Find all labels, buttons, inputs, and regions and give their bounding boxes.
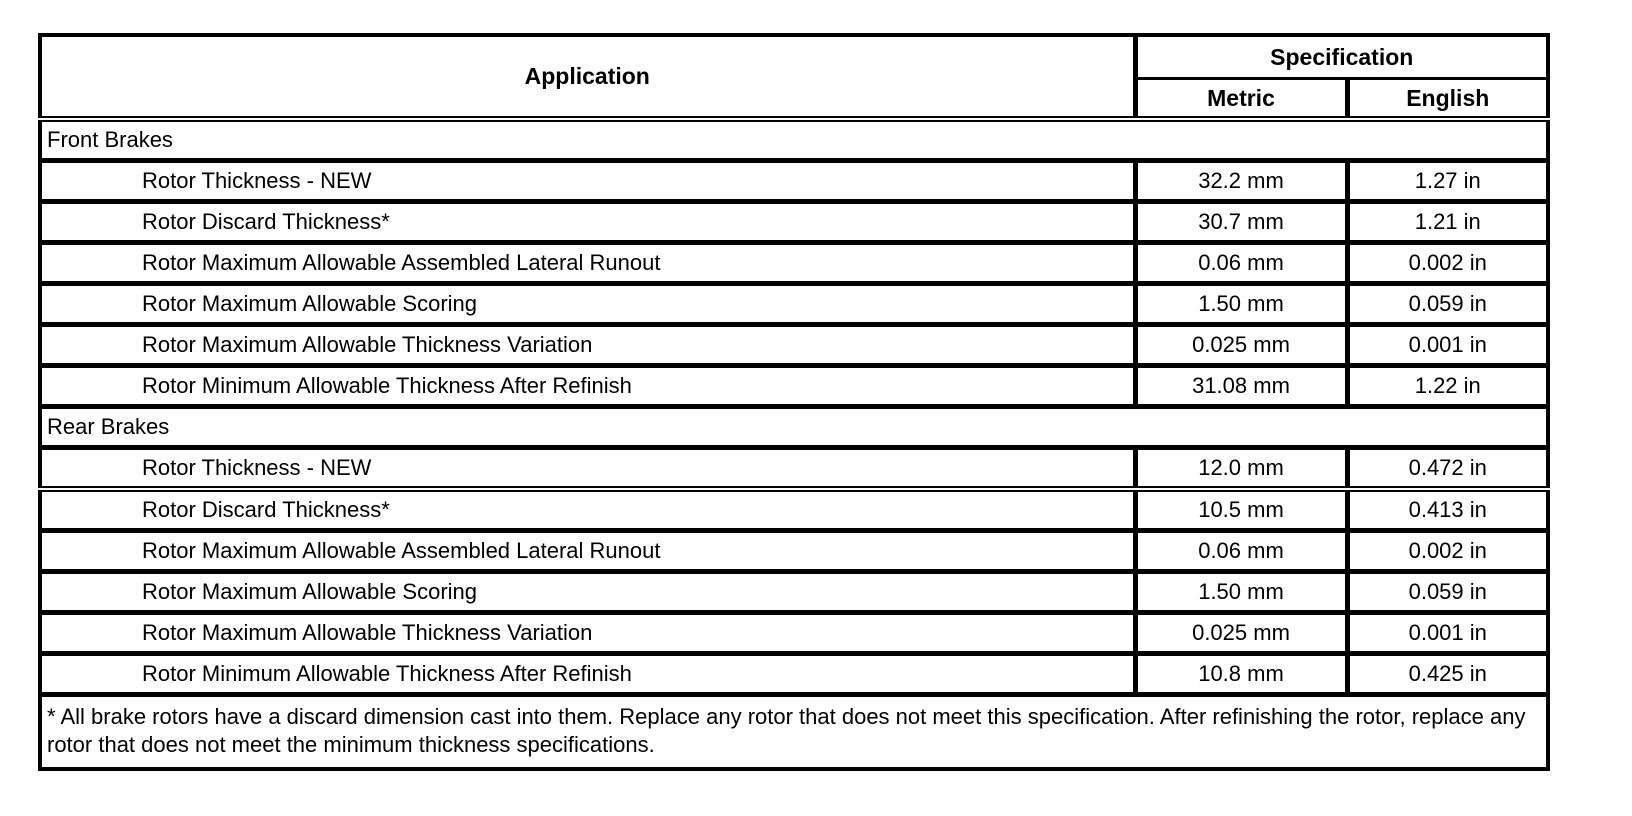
footnote-row (40, 695, 1548, 770)
table-header (40, 35, 1548, 119)
row-label: Rotor Maximum Allowable Scoring (40, 572, 1135, 613)
english-column-header: English (1347, 79, 1548, 120)
english-value: 0.413 in (1347, 489, 1548, 531)
section-title: Front Brakes (40, 119, 1548, 161)
row-label: Rotor Discard Thickness* (40, 489, 1135, 531)
metric-value: 0.06 mm (1135, 243, 1347, 284)
metric-value: 1.50 mm (1135, 284, 1347, 325)
table-row (40, 572, 1548, 613)
table-row (40, 489, 1548, 531)
row-label: Rotor Thickness - NEW (40, 161, 1135, 202)
section-row-front-brakes (40, 119, 1548, 161)
metric-value: 12.0 mm (1135, 448, 1347, 490)
metric-value: 31.08 mm (1135, 366, 1347, 407)
english-value: 0.059 in (1347, 284, 1548, 325)
english-value: 1.22 in (1347, 366, 1548, 407)
table-row (40, 202, 1548, 243)
section-title: Rear Brakes (40, 407, 1548, 448)
table-body (40, 119, 1548, 769)
metric-value: 1.50 mm (1135, 572, 1347, 613)
row-label: Rotor Maximum Allowable Thickness Variation (40, 325, 1135, 366)
english-value: 1.27 in (1347, 161, 1548, 202)
metric-value: 10.5 mm (1135, 489, 1347, 531)
footnote: * All brake rotors have a discard dimension cast into them. Replace any rotor that does not meet this specification. After refinishing the rotor, replace any rotor that does not meet the minimum thickness specifications. (40, 695, 1548, 770)
metric-value: 30.7 mm (1135, 202, 1347, 243)
table-row (40, 243, 1548, 284)
table-row (40, 531, 1548, 572)
application-column-header: Application (40, 35, 1135, 119)
row-label: Rotor Maximum Allowable Scoring (40, 284, 1135, 325)
row-label: Rotor Maximum Allowable Assembled Lateral Runout (40, 531, 1135, 572)
metric-column-header: Metric (1135, 79, 1347, 120)
metric-value: 10.8 mm (1135, 654, 1347, 695)
row-label: Rotor Thickness - NEW (40, 448, 1135, 490)
table-row (40, 654, 1548, 695)
row-label: Rotor Minimum Allowable Thickness After Refinish (40, 366, 1135, 407)
table-row (40, 613, 1548, 654)
english-value: 0.001 in (1347, 613, 1548, 654)
metric-value: 0.06 mm (1135, 531, 1347, 572)
specification-table (38, 33, 1550, 771)
english-value: 0.472 in (1347, 448, 1548, 490)
table-row (40, 284, 1548, 325)
metric-value: 0.025 mm (1135, 325, 1347, 366)
row-label: Rotor Maximum Allowable Assembled Lateral Runout (40, 243, 1135, 284)
table-row (40, 325, 1548, 366)
table-row (40, 366, 1548, 407)
english-value: 1.21 in (1347, 202, 1548, 243)
metric-value: 32.2 mm (1135, 161, 1347, 202)
english-value: 0.001 in (1347, 325, 1548, 366)
table-row (40, 448, 1548, 490)
metric-value: 0.025 mm (1135, 613, 1347, 654)
english-value: 0.002 in (1347, 243, 1548, 284)
row-label: Rotor Discard Thickness* (40, 202, 1135, 243)
english-value: 0.059 in (1347, 572, 1548, 613)
row-label: Rotor Minimum Allowable Thickness After Refinish (40, 654, 1135, 695)
section-row-rear-brakes (40, 407, 1548, 448)
english-value: 0.425 in (1347, 654, 1548, 695)
english-value: 0.002 in (1347, 531, 1548, 572)
specification-column-header: Specification (1135, 35, 1548, 79)
table-row (40, 161, 1548, 202)
row-label: Rotor Maximum Allowable Thickness Variation (40, 613, 1135, 654)
header-row-1 (40, 35, 1548, 79)
